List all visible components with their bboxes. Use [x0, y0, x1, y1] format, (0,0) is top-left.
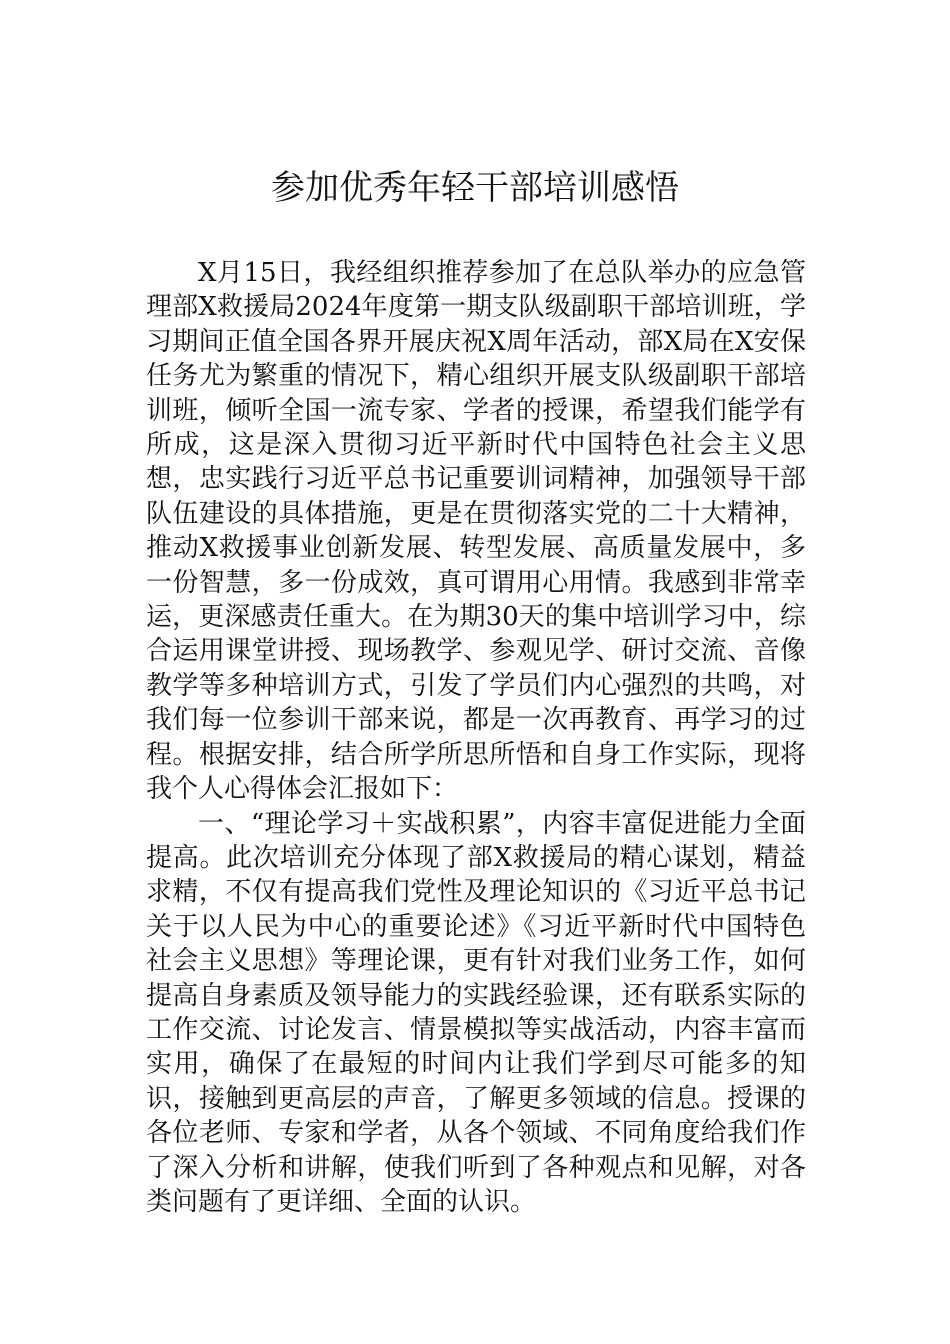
- body-paragraph-intro: X月15日，我经组织推荐参加了在总队举办的应急管理部X救援局2024年度第一期支队级副职干部培训班，学习期间正值全国各界开展庆祝X周年活动，部X局在X安保任务尤为繁重的情况下，精心组织开展支队级副职干部培训班，倾听全国一流专家、学者的授课，希望我们能学有所成，这是深入贯彻习近平新时代中国特色社会主义思想，忠实践行习近平总书记重要训词精神，加强领导干部队伍建设的具体措施，更是在贯彻落实党的二十大精神，推动X救援事业创新发展、转型发展、高质量发展中，多一份智慧，多一份成效，真可谓用心用情。我感到非常幸运，更深感责任重大。在为期30天的集中培训学习中，综合运用课堂讲授、现场教学、参观见学、研讨交流、音像教学等多种培训方式，引发了学员们内心强烈的共鸣，对我们每一位参训干部来说，都是一次再教育、再学习的过程。根据安排，结合所学所思所悟和自身工作实际，现将我个人心得体会汇报如下：: [146, 258, 806, 805]
- document-body: [146, 256, 806, 1219]
- document-title: 参加优秀年轻干部培训感悟: [271, 168, 679, 208]
- body-paragraph-section-one: 一、“理论学习＋实战积累”，内容丰富促进能力全面提高。此次培训充分体现了部X救援局的精心谋划，精益求精，不仅有提高我们党性及理论知识的《习近平总书记关于以人民为中心的重要论述》《习近平新时代中国特色社会主义思想》等理论课，更有针对我们业务工作，如何提高自身素质及领导能力的实践经验课，还有联系实际的工作交流、讨论发言、情景模拟等实战活动，内容丰富而实用，确保了在最短的时间内让我们学到尽可能多的知识，接触到更高层的声音，了解更多领域的信息。授课的各位老师、专家和学者，从各个领域、不同角度给我们作了深入分析和讲解，使我们听到了各种观点和见解，对各类问题有了更详细、全面的认识。: [146, 808, 806, 1217]
